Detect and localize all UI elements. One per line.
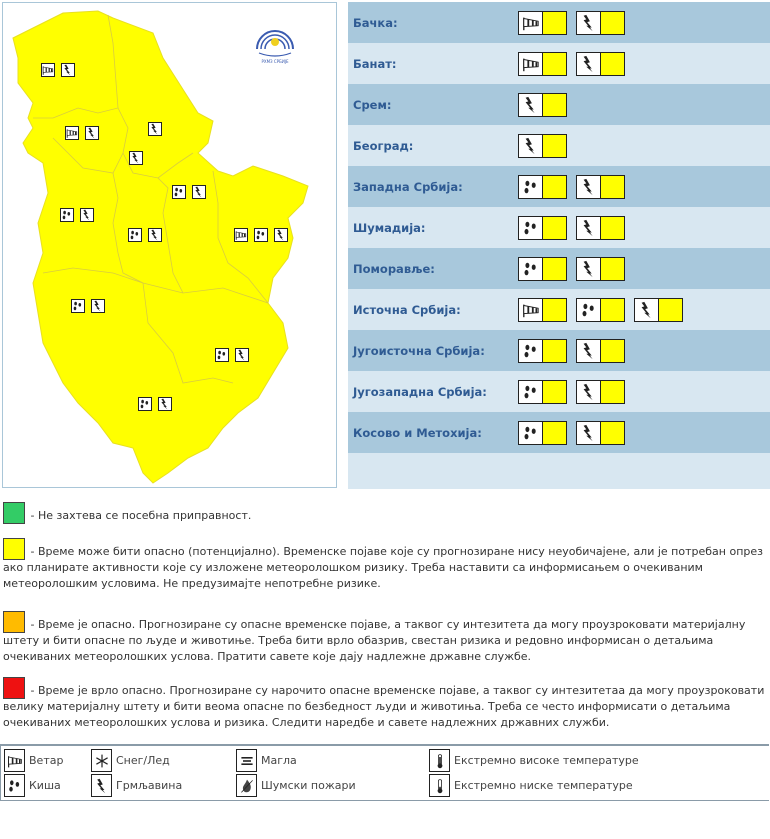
region-warning-table [348,2,770,489]
region-row [348,371,770,412]
thunder-icon [577,340,601,362]
warning-level-yellow [601,12,624,34]
region-label: Београд: [353,138,414,153]
wind-icon [519,53,543,75]
warning-level-yellow [543,53,566,75]
rain-icon [60,208,74,222]
region-label: Југоисточна Србија: [353,343,485,358]
thunder-icon [577,53,601,75]
key-item [429,774,633,797]
warning-badge[interactable] [518,257,567,281]
rain-icon [519,381,543,403]
key-item [4,749,63,772]
warning-badge[interactable] [576,11,625,35]
empty-row [348,453,770,489]
warning-level-yellow [543,135,566,157]
thunder-icon [129,151,143,165]
thunder-icon [61,63,75,77]
warning-level-yellow [659,299,682,321]
rain-icon [519,176,543,198]
thunder-icon [80,208,94,222]
key-item [429,749,639,772]
thunder-icon [91,299,105,313]
wind-icon [519,12,543,34]
level-swatch-orange [3,611,25,633]
rain-icon [215,348,229,362]
warning-level-yellow [601,340,624,362]
warning-level-yellow [601,299,624,321]
key-item [236,749,297,772]
key-label: Шумски пожари [261,779,356,792]
region-row [348,412,770,453]
wind-icon [4,749,25,772]
rain-icon [138,397,152,411]
warning-level-yellow [543,258,566,280]
warning-badge[interactable] [518,216,567,240]
warning-badge[interactable] [518,93,567,117]
region-label: Банат: [353,56,397,71]
region-row [348,43,770,84]
warning-badge[interactable] [576,216,625,240]
key-item [91,774,182,797]
level-description-red [3,677,768,731]
warning-map [2,2,337,488]
key-label: Ветар [29,754,64,767]
warning-badge[interactable] [518,52,567,76]
thunder-icon [158,397,172,411]
warning-badge[interactable] [518,339,567,363]
level-text: - Не захтева се посебна приправност. [27,509,252,522]
warning-level-yellow [601,217,624,239]
rain-icon [172,185,186,199]
region-label: Западна Србија: [353,179,463,194]
key-label: Екстремно високе температуре [454,754,639,767]
warning-badge[interactable] [518,380,567,404]
rain-icon [519,340,543,362]
warning-badge[interactable] [576,257,625,281]
high-temp-icon [429,749,450,772]
thunder-icon [635,299,659,321]
rain-icon [128,228,142,242]
region-warnings [518,175,625,199]
level-description-orange [3,611,768,665]
warning-level-yellow [543,94,566,116]
warning-badge[interactable] [518,134,567,158]
warning-badge[interactable] [576,298,625,322]
thunder-icon [235,348,249,362]
wind-icon [519,299,543,321]
level-swatch-green [3,502,25,524]
warning-level-yellow [543,422,566,444]
level-text: - Време је опасно. Прогнозиране су опасне временске појаве, а таквог су интезитета да могу проузроковати материјалну штету и бити опасне по људе и животиње. Треба бити врло обазрив, свестан ризика и редовно информисан о детаљима очекиваних метеоролошких услова. Пратити савете које дају надлежне државне службе. [3,618,746,663]
thunder-icon [85,126,99,140]
rain-icon [4,774,25,797]
wind-icon [65,126,79,140]
warning-level-yellow [601,422,624,444]
low-temp-icon [429,774,450,797]
region-label: Срем: [353,97,392,112]
wind-icon [234,228,248,242]
region-warnings [518,216,625,240]
thunder-icon [91,774,112,797]
region-warnings [518,11,625,35]
key-label: Екстремно ниске температуре [454,779,633,792]
region-label: Источна Србија: [353,302,461,317]
region-warnings [518,52,625,76]
snow-icon [91,749,112,772]
warning-level-yellow [601,176,624,198]
warning-badge[interactable] [576,380,625,404]
rain-icon [519,422,543,444]
region-row [348,330,770,371]
rain-icon [519,217,543,239]
warning-badge[interactable] [634,298,683,322]
region-warnings [518,380,625,404]
thunder-icon [577,258,601,280]
fire-icon [236,774,257,797]
rain-icon [519,258,543,280]
level-swatch-red [3,677,25,699]
warning-level-yellow [601,53,624,75]
region-warnings [518,257,625,281]
warning-level-yellow [543,381,566,403]
warning-badge[interactable] [576,52,625,76]
level-text: - Време је врло опасно. Прогнозиране су нарочито опасне временске појаве, а таквог су интезитетаа да могу проузроковати велику материјалну штету и бити веома опасне по безбедност људи и животиња. Треба се често информисати о детаљима очекиваних метеоролошких услова и ризика. Следити наредбе и савете надлежних државних служби. [3,684,765,729]
thunder-icon [274,228,288,242]
thunder-icon [148,228,162,242]
key-item [4,774,61,797]
region-label: Косово и Метохија: [353,425,482,440]
thunder-icon [148,122,162,136]
warning-level-yellow [543,340,566,362]
thunder-icon [519,135,543,157]
thunder-icon [577,381,601,403]
region-label: Шумадија: [353,220,426,235]
thunder-icon [577,217,601,239]
warning-level-yellow [543,12,566,34]
region-warnings [518,339,625,363]
level-description-yellow [3,538,768,592]
warning-level-yellow [543,176,566,198]
region-warnings [518,93,567,117]
thunder-icon [577,176,601,198]
warning-level-yellow [601,258,624,280]
thunder-icon [192,185,206,199]
icon-key [0,744,769,801]
logo-text: РХМЗ СРБИЈЕ [261,59,289,64]
key-item [91,749,170,772]
warning-badge[interactable] [518,421,567,445]
key-item [236,774,356,797]
warning-level-yellow [543,299,566,321]
region-warnings [518,134,567,158]
region-label: Бачка: [353,15,398,30]
level-description-green [3,502,768,524]
rain-icon [254,228,268,242]
warning-level-yellow [543,217,566,239]
region-row [348,207,770,248]
region-warnings [518,298,683,322]
level-text: - Време може бити опасно (потенцијално). Временске појаве које су прогнозиране нису неуобичајене, али је потребан опрез ако планирате активности које су изложене метеоролошком ризику. Треба наставити са информисањем о очекиваним метеоролошким условима. Не предузимајте непотребне ризике. [3,545,763,590]
region-row [348,2,770,43]
thunder-icon [577,12,601,34]
rain-icon [577,299,601,321]
key-label: Киша [29,779,61,792]
level-swatch-yellow [3,538,25,560]
region-row [348,125,770,166]
wind-icon [41,63,55,77]
warning-badge[interactable] [518,11,567,35]
region-label: Поморавље: [353,261,435,276]
region-row [348,248,770,289]
region-label: Југозападна Србија: [353,384,487,399]
rain-icon [71,299,85,313]
fog-icon [236,749,257,772]
region-row [348,166,770,207]
warning-badge[interactable] [576,339,625,363]
thunder-icon [577,422,601,444]
warning-badge[interactable] [518,175,567,199]
warning-badge[interactable] [518,298,567,322]
region-row [348,289,770,330]
thunder-icon [519,94,543,116]
key-label: Снег/Лед [116,754,170,767]
region-warnings [518,421,625,445]
warning-level-yellow [601,381,624,403]
rhmz-logo [251,15,299,65]
key-label: Грмљавина [116,779,183,792]
region-row [348,84,770,125]
key-label: Магла [261,754,297,767]
warning-badge[interactable] [576,175,625,199]
warning-badge[interactable] [576,421,625,445]
